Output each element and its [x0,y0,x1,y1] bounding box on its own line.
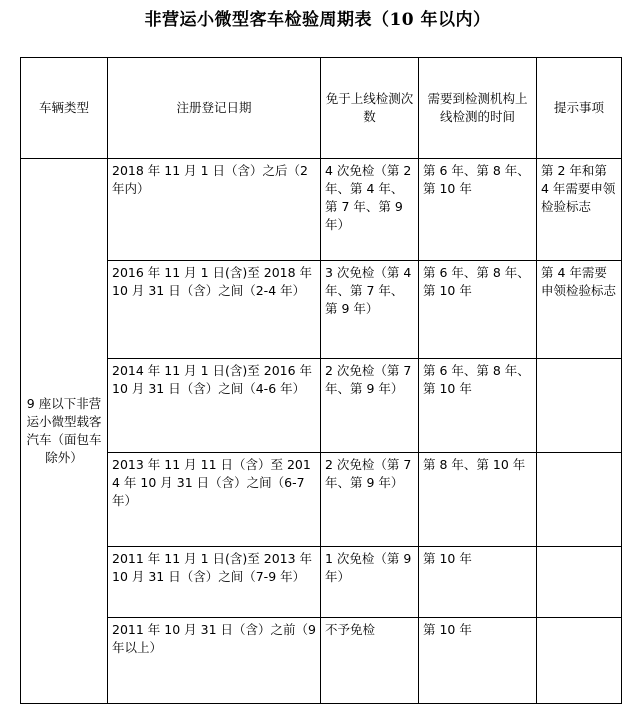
inspection-time-cell: 第 10 年 [419,547,537,618]
exempt-count-cell: 不予免检 [321,618,419,704]
notes-cell [537,453,622,547]
notes-cell [537,359,622,453]
vehicle-type-cell: 9 座以下非营运小微型载客汽车（面包车除外） [21,159,108,704]
exempt-count-cell: 2 次免检（第 7 年、第 9 年） [321,359,419,453]
header-exempt-count: 免于上线检测次数 [321,58,419,159]
notes-cell: 第 2 年和第 4 年需要申领检验标志 [537,159,622,261]
table-header-row [21,58,622,159]
exempt-count-cell: 2 次免检（第 7 年、第 9 年） [321,453,419,547]
inspection-time-cell: 第 10 年 [419,618,537,704]
notes-cell [537,547,622,618]
inspection-cycle-table [20,57,622,704]
table-row [21,618,622,704]
exempt-count-cell: 1 次免检（第 9 年） [321,547,419,618]
page-title: 非营运小微型客车检验周期表（10 年以内） [144,10,491,30]
notes-cell: 第 4 年需要申领检验标志 [537,261,622,359]
table-row [21,359,622,453]
reg-date-cell: 2018 年 11 月 1 日（含）之后（2 年内） [108,159,321,261]
inspection-time-cell: 第 6 年、第 8 年、第 10 年 [419,359,537,453]
header-inspection-time: 需要到检测机构上线检测的时间 [419,58,537,159]
table-row [21,547,622,618]
reg-date-cell: 2011 年 11 月 1 日(含)至 2013 年 10 月 31 日（含）之间（7-9 年） [108,547,321,618]
reg-date-cell: 2016 年 11 月 1 日(含)至 2018 年 10 月 31 日（含）之间（2-4 年） [108,261,321,359]
inspection-time-cell: 第 6 年、第 8 年、第 10 年 [419,261,537,359]
table-row [21,159,622,261]
inspection-time-cell: 第 6 年、第 8 年、第 10 年 [419,159,537,261]
notes-cell [537,618,622,704]
reg-date-cell: 2011 年 10 月 31 日（含）之前（9 年以上） [108,618,321,704]
reg-date-cell: 2014 年 11 月 1 日(含)至 2016 年 10 月 31 日（含）之间（4-6 年） [108,359,321,453]
reg-date-cell: 2013 年 11 月 11 日（含）至 2014 年 10 月 31 日（含）之间（6-7 年） [108,453,321,547]
header-reg-date: 注册登记日期 [108,58,321,159]
exempt-count-cell: 4 次免检（第 2 年、第 4 年、第 7 年、第 9 年） [321,159,419,261]
exempt-count-cell: 3 次免检（第 4 年、第 7 年、第 9 年） [321,261,419,359]
table-row [21,453,622,547]
header-vehicle-type: 车辆类型 [21,58,108,159]
header-notes: 提示事项 [537,58,622,159]
inspection-time-cell: 第 8 年、第 10 年 [419,453,537,547]
table-row [21,261,622,359]
